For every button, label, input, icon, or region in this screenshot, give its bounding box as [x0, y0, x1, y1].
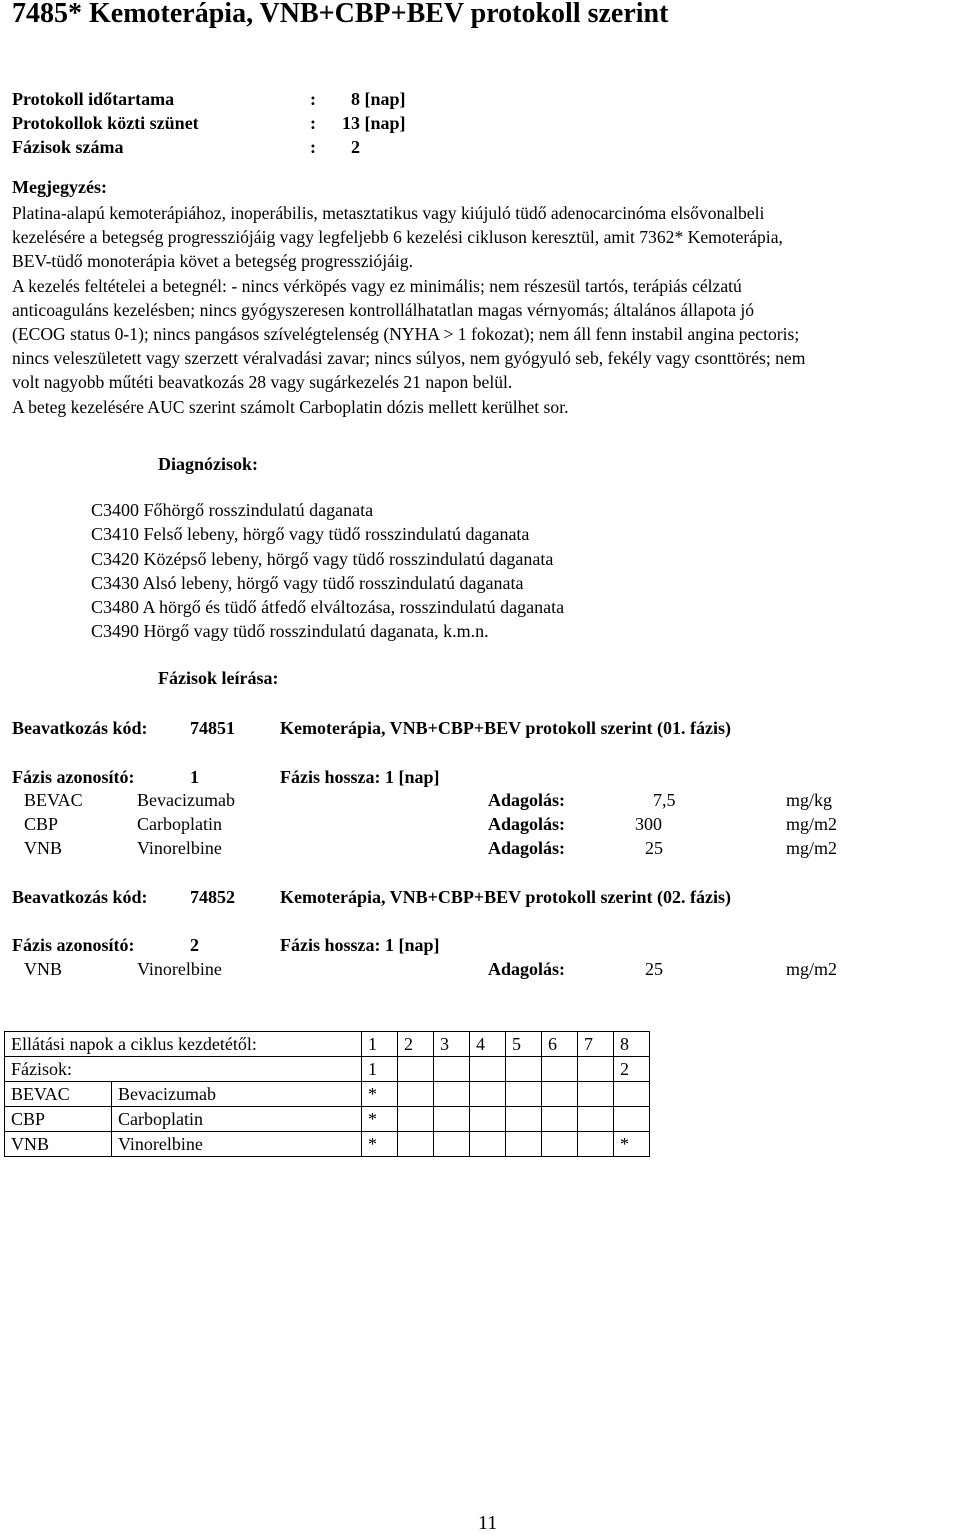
drug-abbr: VNB [24, 838, 63, 858]
dose-cell: * [362, 1132, 398, 1157]
dose-cell [398, 1082, 434, 1107]
procedure-code: 74851 [190, 718, 235, 738]
dose-cell [434, 1082, 470, 1107]
day-cell: 4 [470, 1032, 506, 1057]
day-cell: 1 [362, 1032, 398, 1057]
procedure-name: Kemoterápia, VNB+CBP+BEV protokoll szerint (01. fázis) [280, 718, 731, 738]
note-heading: Megjegyzés: [12, 177, 107, 197]
dose-cell [470, 1082, 506, 1107]
dose-cell [542, 1132, 578, 1157]
procedure-code-label: Beavatkozás kód: [12, 887, 148, 907]
note-line: nincs veleszületett vagy szerzett véralvadási zavar; nincs súlyos, nem gyógyuló seb, fekély vagy csonttörés; nem [12, 348, 806, 369]
phase-cell [542, 1057, 578, 1082]
diagnoses-heading: Diagnózisok: [158, 454, 259, 474]
drug-abbr: BEVAC [24, 790, 83, 810]
dose-unit: mg/m2 [786, 838, 838, 858]
phase-cell [506, 1057, 542, 1082]
drug-name: Bevacizumab [137, 790, 235, 810]
phases-heading: Fázisok leírása: [158, 668, 279, 688]
dose-value: 25 [645, 959, 663, 979]
day-cell: 8 [614, 1032, 650, 1057]
meta-label-phases: Fázisok száma [12, 137, 124, 157]
phase-id-label: Fázis azonosító: [12, 767, 135, 787]
dose-label: Adagolás: [488, 814, 566, 834]
day-cell: 3 [434, 1032, 470, 1057]
phase-length: Fázis hossza: 1 [nap] [280, 935, 440, 955]
diagnosis-item: C3430 Alsó lebeny, hörgő vagy tüdő rosszindulatú daganata [91, 572, 524, 593]
meta-sep: : [310, 89, 316, 109]
note-line: kezelésére a betegség progressziójáig vagy legfeljebb 6 kezelési cikluson keresztül, amit 7362* Kemoterápia, [12, 227, 783, 248]
note-line: BEV-tüdő monoterápia követ a betegség progressziójáig. [12, 251, 413, 272]
dose-cell [578, 1132, 614, 1157]
meta-value-duration: 8 [nap] [351, 89, 406, 109]
note-line: (ECOG status 0-1); nincs pangásos szívelégtelenség (NYHA > 1 fokozat); nem áll fenn instabil angina pectoris; [12, 324, 800, 345]
day-cell: 7 [578, 1032, 614, 1057]
table-row [5, 1032, 650, 1057]
procedure-code-label: Beavatkozás kód: [12, 718, 148, 738]
phase-cell [578, 1057, 614, 1082]
drug-abbr-cell: BEVAC [5, 1082, 112, 1107]
dose-value: 25 [645, 838, 663, 858]
schedule-header-label: Ellátási napok a ciklus kezdetétől: [5, 1032, 362, 1057]
dose-value: 300 [635, 814, 662, 834]
page-number: 11 [478, 1512, 498, 1534]
note-line: Platina-alapú kemoterápiához, inoperábilis, metasztatikus vagy kiújuló tüdő adenocarcinóma elsővonalbeli [12, 203, 765, 223]
dose-unit: mg/m2 [786, 959, 838, 979]
meta-sep: : [310, 113, 316, 133]
note-text [12, 201, 805, 419]
drug-abbr-cell: CBP [5, 1107, 112, 1132]
dose-value: 7,5 [653, 790, 676, 810]
drug-name-cell: Carboplatin [112, 1107, 362, 1132]
phase-cell [434, 1057, 470, 1082]
drug-name: Carboplatin [137, 814, 222, 834]
diagnoses-list [91, 498, 564, 644]
table-row [5, 1082, 650, 1107]
table-row [5, 1107, 650, 1132]
page-title: 7485* Kemoterápia, VNB+CBP+BEV protokoll szerint [12, 0, 669, 29]
table-row [5, 1057, 650, 1082]
note-line: A beteg kezelésére AUC szerint számolt Carboplatin dózis mellett kerülhet sor. [12, 396, 569, 417]
dose-cell [578, 1082, 614, 1107]
dose-cell [506, 1082, 542, 1107]
dose-cell [506, 1107, 542, 1132]
day-cell: 5 [506, 1032, 542, 1057]
dose-label: Adagolás: [488, 959, 566, 979]
dose-cell: * [614, 1132, 650, 1157]
dose-label: Adagolás: [488, 790, 566, 810]
drug-abbr-cell: VNB [5, 1132, 112, 1157]
meta-label-duration: Protokoll időtartama [12, 89, 175, 109]
diagnosis-item: C3490 Hörgő vagy tüdő rosszindulatú daganata, k.m.n. [91, 621, 489, 642]
day-cell: 2 [398, 1032, 434, 1057]
note-line: volt nagyobb műtéti beavatkozás 28 vagy sugárkezelés 21 napon belül. [12, 372, 513, 393]
diagnosis-item: C3410 Felső lebeny, hörgő vagy tüdő rosszindulatú daganata [91, 524, 530, 545]
procedure-code: 74852 [190, 887, 235, 907]
dose-cell [398, 1107, 434, 1132]
dose-cell [470, 1132, 506, 1157]
dose-cell: * [362, 1107, 398, 1132]
note-line: A kezelés feltételei a betegnél: - nincs vérköpés vagy ez minimális; nem részesül tartós, terápiás célzatú [12, 275, 742, 296]
dose-cell [614, 1082, 650, 1107]
dose-cell [506, 1132, 542, 1157]
day-cell: 6 [542, 1032, 578, 1057]
dose-cell [434, 1132, 470, 1157]
phase-cell [470, 1057, 506, 1082]
schedule-table [4, 1031, 650, 1157]
drug-abbr: VNB [24, 959, 63, 979]
dose-cell [434, 1107, 470, 1132]
drug-name: Vinorelbine [137, 838, 222, 858]
phases-row-label: Fázisok: [5, 1057, 362, 1082]
dose-cell: * [362, 1082, 398, 1107]
diagnosis-item: C3480 A hörgő és tüdő átfedő elváltozása, rosszindulatú daganata [91, 597, 565, 618]
meta-label-break: Protokollok közti szünet [12, 113, 199, 133]
phase-length: Fázis hossza: 1 [nap] [280, 767, 440, 787]
drug-abbr: CBP [24, 814, 59, 834]
phase-cell: 2 [614, 1057, 650, 1082]
dose-cell [578, 1107, 614, 1132]
dose-cell [542, 1082, 578, 1107]
dose-cell [614, 1107, 650, 1132]
table-row [5, 1132, 650, 1157]
note-line: anticoaguláns kezelésben; nincs gyógyszeresen kontrollálhatatlan magas vérnyomás; általános állapota jó [12, 299, 755, 320]
diagnosis-item: C3420 Középső lebeny, hörgő vagy tüdő rosszindulatú daganata [91, 548, 554, 569]
diagnosis-item: C3400 Főhörgő rosszindulatú daganata [91, 500, 374, 520]
meta-value-break: 13 [nap] [342, 113, 406, 133]
dose-unit: mg/kg [786, 790, 833, 810]
dose-unit: mg/m2 [786, 814, 838, 834]
phase-id: 1 [190, 767, 199, 787]
drug-name: Vinorelbine [137, 959, 222, 979]
meta-value-phases: 2 [351, 137, 360, 157]
phase-cell [398, 1057, 434, 1082]
phase-id-label: Fázis azonosító: [12, 935, 135, 955]
meta-sep: : [310, 137, 316, 157]
dose-cell [398, 1132, 434, 1157]
drug-name-cell: Vinorelbine [112, 1132, 362, 1157]
phase-cell: 1 [362, 1057, 398, 1082]
procedure-name: Kemoterápia, VNB+CBP+BEV protokoll szerint (02. fázis) [280, 887, 731, 907]
phase-id: 2 [190, 935, 199, 955]
dose-cell [470, 1107, 506, 1132]
dose-cell [542, 1107, 578, 1132]
drug-name-cell: Bevacizumab [112, 1082, 362, 1107]
dose-label: Adagolás: [488, 838, 566, 858]
